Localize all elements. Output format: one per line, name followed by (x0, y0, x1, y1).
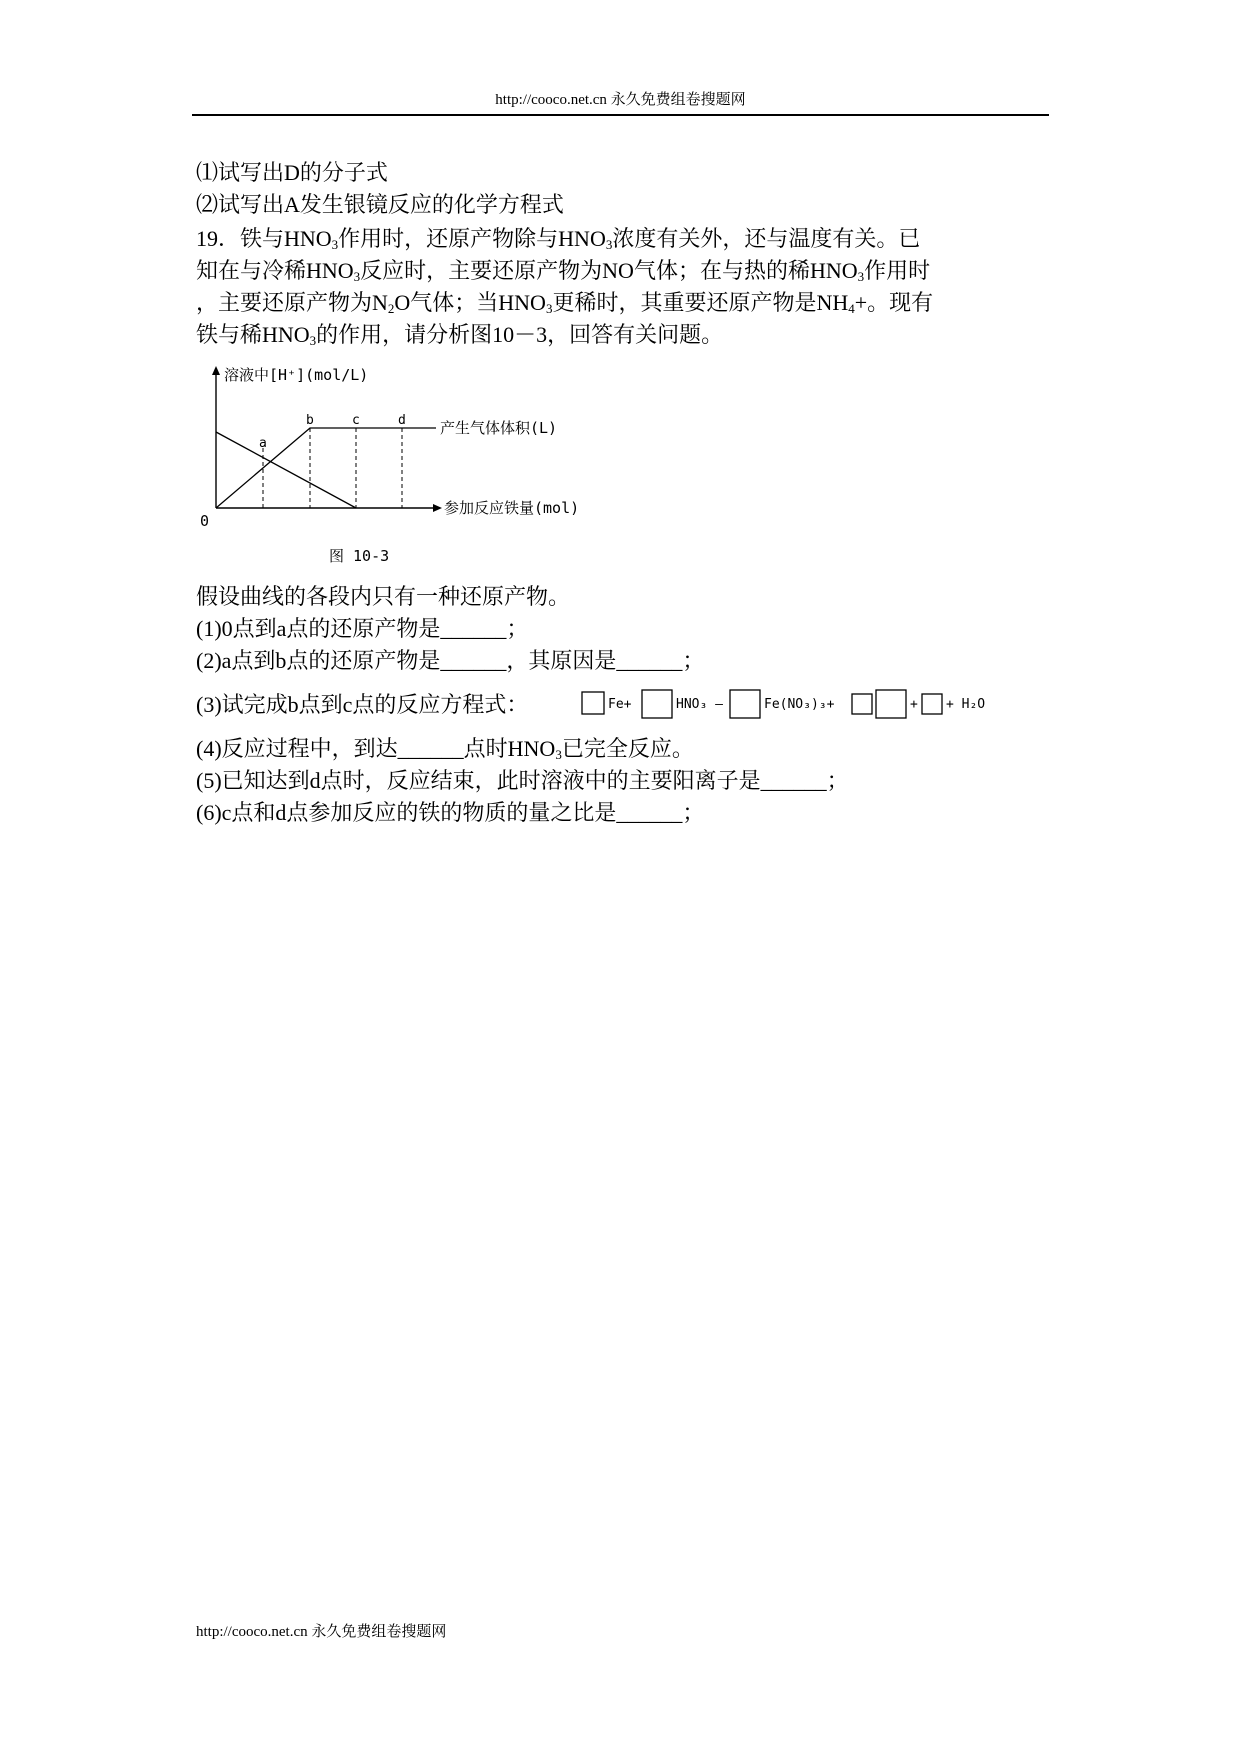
blank-box-2 (642, 690, 672, 718)
equation-plus: + (910, 697, 918, 712)
header-divider (192, 114, 1049, 116)
sub-question-5: (5)已知达到d点时，反应结束，此时溶液中的主要阳离子是______； (196, 768, 849, 793)
origin-label: 0 (200, 512, 210, 530)
point-c-label: c (352, 413, 360, 428)
equation-fe-no3: Fe(NO₃)₃+ (764, 697, 835, 712)
sub-question-1: (1)0点到a点的还原产物是______； (196, 616, 529, 641)
reaction-equation (580, 688, 1000, 728)
blank-box-4 (852, 694, 872, 714)
sub-question-6: (6)c点和d点参加反应的铁的物质的量之比是______； (196, 800, 705, 825)
q19-line1: 19．铁与$HNO_3$作用时，还原产物除与$HNO_3$浓度有关外，还与温度有关。已 (196, 226, 921, 252)
figure-caption: 图 10-3 (329, 547, 390, 565)
h-ion-line (216, 432, 356, 508)
q19-line4: 铁与稀$HNO_3$的作用，请分析图10－3，回答有关问题。 (196, 322, 724, 348)
point-d-label: d (398, 413, 406, 428)
blank-box-3 (730, 690, 760, 718)
q19-line2: 知在与冷稀$HNO_3$反应时，主要还原产物为NO气体；在与热的稀$HNO_3$作用时 (196, 258, 931, 284)
sub-question-4: (4)反应过程中，到达______点时$HNO_3$已完全反应。 (196, 736, 694, 762)
y-axis-label: 溶液中[H⁺](mol/L) (224, 366, 369, 384)
figure-10-3 (196, 360, 616, 570)
assumption: 假设曲线的各段内只有一种还原产物。 (196, 584, 571, 609)
q19-line3: ，主要还原产物为$N_2O$气体；当$HNO_3$更稀时，其重要还原产物是$NH_4+$。现有 (196, 290, 934, 316)
page-footer: http://cooco.net.cn 永久免费组卷搜题网 (196, 1624, 447, 1640)
page-header: http://cooco.net.cn 永久免费组卷搜题网 (495, 92, 746, 108)
equation-fe: Fe+ (608, 697, 632, 712)
blank-box-5 (876, 690, 906, 718)
q18-part2: ⑵试写出A发生银镜反应的化学方程式 (196, 192, 564, 217)
q18-part1: ⑴试写出D的分子式 (196, 160, 388, 185)
point-b-label: b (306, 413, 314, 428)
equation-h2o: + H₂O (946, 697, 986, 712)
gas-volume-line (216, 428, 436, 508)
gas-curve-label: 产生气体体积(L) (440, 419, 558, 437)
sub-question-2: (2)a点到b点的还原产物是______，其原因是______； (196, 648, 705, 673)
point-a-label: a (259, 436, 267, 451)
sub-question-3: (3)试完成b点到c点的反应方程式： (196, 692, 529, 717)
x-axis-arrow (433, 504, 442, 512)
blank-box-1 (582, 692, 604, 714)
blank-box-6 (922, 694, 942, 714)
x-axis-label: 参加反应铁量(mol) (444, 499, 580, 517)
y-axis-arrow (212, 366, 220, 375)
equation-hno3: HNO₃ — (676, 697, 723, 712)
